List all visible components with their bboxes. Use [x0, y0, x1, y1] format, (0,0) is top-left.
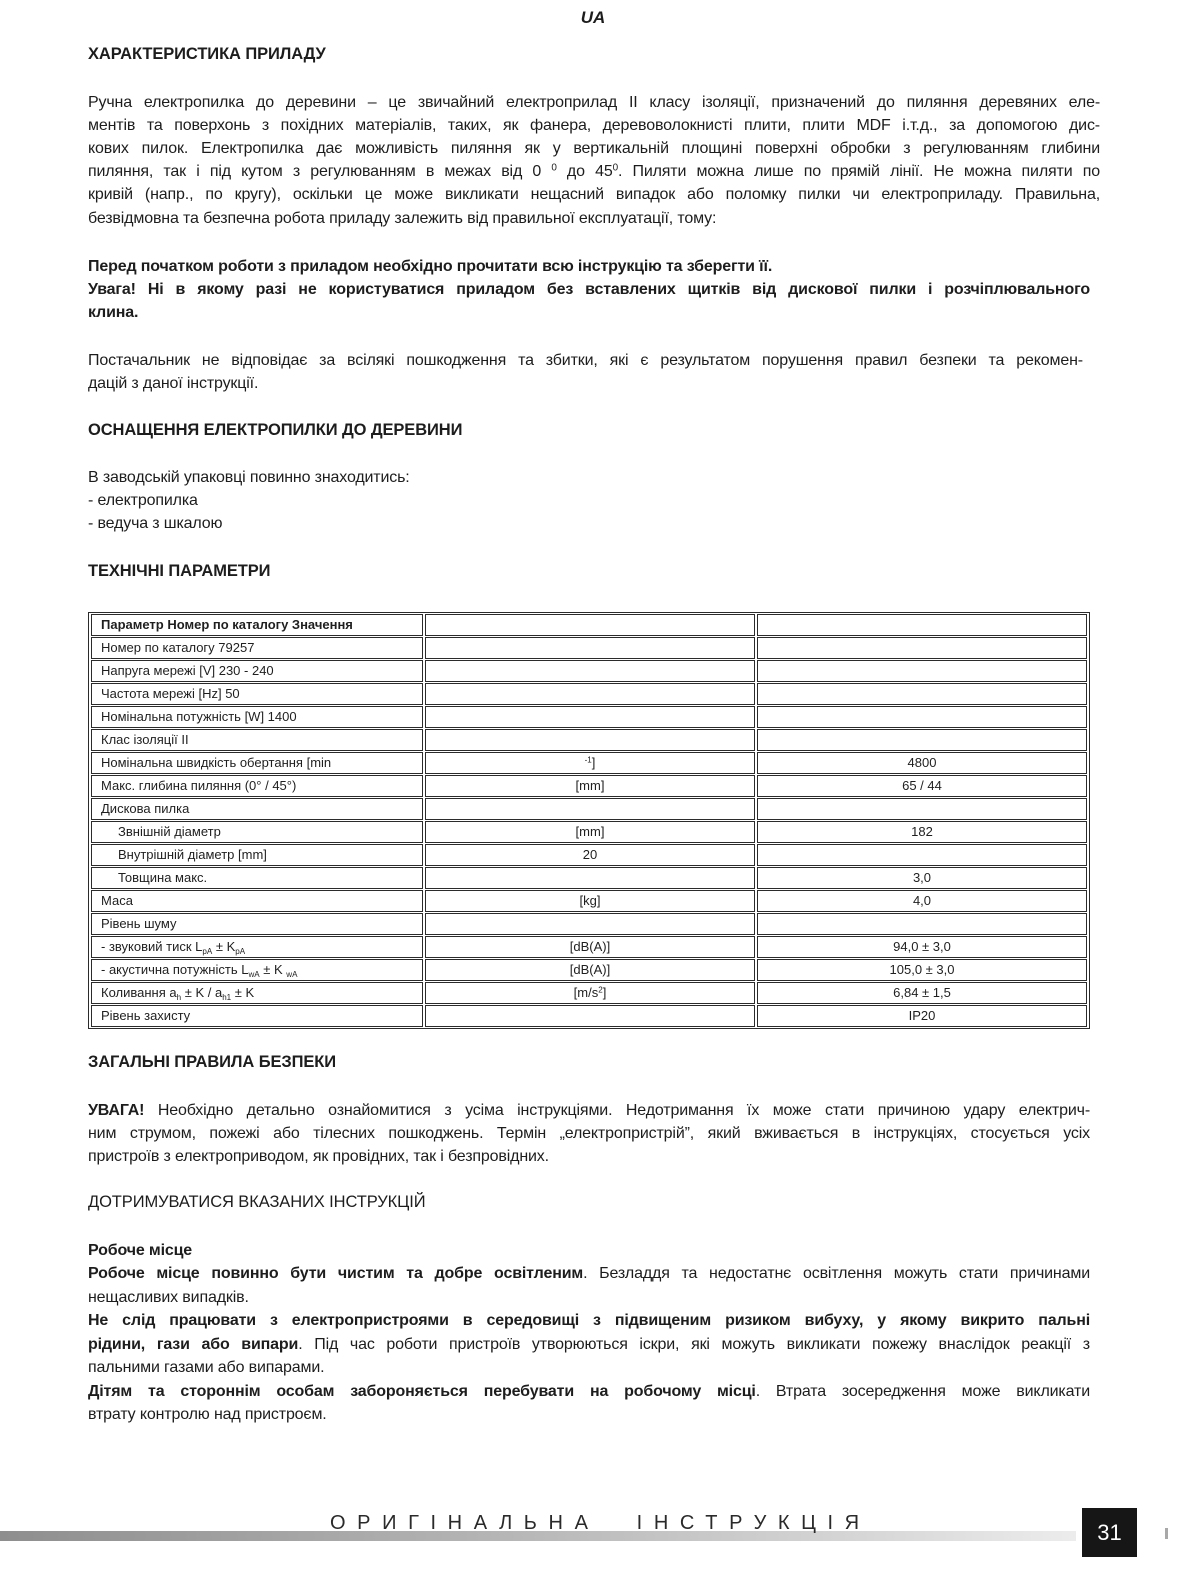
- workplace-rule-line: [88, 1380, 1090, 1404]
- table-row: [91, 706, 1087, 728]
- warning-line: Увага! Ні в якому разі не користуватися приладом без вставлених щитків від дискової пилки і розчіплювального: [88, 280, 1090, 298]
- safety-warning-label: УВАГА!: [88, 1101, 145, 1119]
- table-row: [91, 959, 1087, 981]
- param-cell: Дискова пилка: [91, 798, 423, 820]
- table-row: [91, 821, 1087, 843]
- table-row: [91, 1005, 1087, 1027]
- table-row: [91, 890, 1087, 912]
- intro-line-text: . Пиляти можна лише по прямій лінії. Не можна пиляти по: [617, 163, 1100, 181]
- unit-cell: [mm]: [425, 821, 755, 843]
- intro-line-text: до 45: [556, 163, 613, 181]
- unit-cell: [425, 913, 755, 935]
- value-cell: [757, 798, 1087, 820]
- footer-tick-mark: [1165, 1528, 1168, 1539]
- unit-text: ]: [602, 985, 607, 1000]
- param-text: - акустична потужність L: [101, 962, 249, 977]
- unit-text: ]: [591, 755, 596, 770]
- table-row: [91, 729, 1087, 751]
- param-cell: Товщина макс.: [91, 867, 423, 889]
- disclaimer-line: Постачальник не відповідає за всілякі пошкодження та збитки, які є результатом порушення правил безпеки та рекомен-: [88, 351, 1083, 369]
- param-text: - звуковий тиск L: [101, 939, 203, 954]
- param-cell: [91, 982, 423, 1004]
- unit-cell: [425, 683, 755, 705]
- unit-cell: [425, 729, 755, 751]
- safety-warning-line: ним струмом, пожежі або тілесних пошкоджень. Термін „електропристрій”, який вживається в інструкціях, стосується усіх: [88, 1124, 1090, 1142]
- param-cell: Звнішній діаметр: [91, 821, 423, 843]
- param-text: Коливання a: [101, 985, 177, 1000]
- value-cell: [757, 844, 1087, 866]
- warning-paragraph: [88, 255, 1090, 324]
- intro-line: кривій (напр., по кругу), оскільки це може викликати нещасний випадок або поломку пилки чи електроприладу. Правильна,: [88, 186, 1100, 204]
- value-cell: 65 / 44: [757, 775, 1087, 797]
- unit-superscript: 2: [598, 985, 603, 995]
- workplace-rule-text: . Під час роботи пристроїв утворюються іскри, які можуть викликати пожежу внаслідок реакції з: [298, 1335, 1090, 1353]
- workplace-rule-bold: Дітям та стороннім особам забороняється перебувати на робочому місці: [88, 1382, 756, 1400]
- equipment-item: - ведуча з шкалою: [88, 514, 223, 532]
- unit-cell: [425, 867, 755, 889]
- param-cell: Рівень шуму: [91, 913, 423, 935]
- param-subscript: h: [176, 992, 182, 1002]
- table-row: [91, 683, 1087, 705]
- table-row: [91, 913, 1087, 935]
- intro-line-text: пиляння, так і під кутом з регулюванням в межах від 0: [88, 163, 552, 181]
- equipment-list: [88, 466, 788, 536]
- workplace-rule-bold: рідини, гази або випари: [88, 1335, 299, 1353]
- unit-cell: [425, 752, 755, 774]
- table-row: [91, 752, 1087, 774]
- value-cell: [757, 660, 1087, 682]
- warning-line: клина.: [88, 303, 139, 321]
- value-cell: IP20: [757, 1005, 1087, 1027]
- intro-paragraph: [88, 91, 1100, 230]
- param-text: ± K: [212, 939, 236, 954]
- workplace-section: [88, 1239, 1090, 1427]
- intro-line: безвідмовна та безпечна робота приладу залежить від правильної експлуатації, тому:: [88, 209, 717, 227]
- section-title-safety: ЗАГАЛЬНІ ПРАВИЛА БЕЗПЕКИ: [88, 1052, 336, 1071]
- workplace-rule-line: [88, 1333, 1090, 1357]
- value-cell: [757, 706, 1087, 728]
- value-cell: [757, 683, 1087, 705]
- param-cell: [91, 959, 423, 981]
- workplace-rule-line: нещасливих випадків.: [88, 1288, 249, 1306]
- unit-cell: [425, 706, 755, 728]
- intro-line: [88, 160, 1100, 183]
- table-row: [91, 867, 1087, 889]
- unit-cell: [dB(A)]: [425, 959, 755, 981]
- param-subscript: pA: [235, 946, 246, 956]
- workplace-heading: Робоче місце: [88, 1241, 193, 1259]
- unit-cell: 20: [425, 844, 755, 866]
- footer-label: ОРИГІНАЛЬНА ІНСТРУКЦІЯ: [330, 1512, 871, 1534]
- unit-cell: [mm]: [425, 775, 755, 797]
- workplace-rule-line: [88, 1262, 1090, 1286]
- param-text: ± K: [231, 985, 255, 1000]
- param-subscript: wA: [286, 969, 298, 979]
- workplace-rule-text: . Втрата зосередження може викликати: [755, 1382, 1090, 1400]
- table-row: [91, 637, 1087, 659]
- intro-line: кових пилок. Електропилка дає можливість пиляння як у вертикальній площині поверхні обробки з регулюванням глибини: [88, 139, 1100, 157]
- unit-cell: [425, 982, 755, 1004]
- disclaimer-line: дацій з даної інструкції.: [88, 374, 259, 392]
- param-text: ± K: [259, 962, 287, 977]
- unit-cell: [425, 660, 755, 682]
- unit-text: [m/s: [573, 985, 599, 1000]
- param-cell: Рівень захисту: [91, 1005, 423, 1027]
- table-row: [91, 614, 1087, 636]
- value-cell: [757, 637, 1087, 659]
- param-cell: Макс. глибина пиляння (0° / 45°): [91, 775, 423, 797]
- section-title-technical: ТЕХНІЧНІ ПАРАМЕТРИ: [88, 561, 271, 580]
- unit-superscript: -1: [584, 755, 592, 765]
- unit-cell: [425, 614, 755, 636]
- unit-cell: [425, 798, 755, 820]
- param-cell: Маса: [91, 890, 423, 912]
- param-text: ± K / a: [181, 985, 223, 1000]
- equipment-intro: В заводській упаковці повинно знаходитись:: [88, 468, 410, 486]
- value-cell: [757, 729, 1087, 751]
- table-row: [91, 982, 1087, 1004]
- safety-warning-line: пристроїв з електроприводом, як провідних, так і безпровідних.: [88, 1147, 549, 1165]
- unit-cell: [425, 1005, 755, 1027]
- param-subscript: wA: [248, 969, 260, 979]
- param-subscript: pA: [202, 946, 213, 956]
- follow-instructions-heading: ДОТРИМУВАТИСЯ ВКАЗАНИХ ІНСТРУКЦІЙ: [88, 1192, 426, 1211]
- param-cell: Внутрішній діаметр [mm]: [91, 844, 423, 866]
- value-cell: 4,0: [757, 890, 1087, 912]
- value-cell: [757, 614, 1087, 636]
- intro-line: Ручна електропилка до деревини – це звичайний електроприлад ІІ класу ізоляції, призначений до пиляння деревяних еле-: [88, 93, 1100, 111]
- language-label: UA: [580, 8, 606, 27]
- value-cell: 6,84 ± 1,5: [757, 982, 1087, 1004]
- intro-line: ментів та поверхонь з похідних матеріалів, таких, як фанера, деревоволокнисті плити, плити MDF і.т.д., за допомогою дис-: [88, 116, 1100, 134]
- safety-warning-line: [88, 1099, 1090, 1122]
- value-cell: 3,0: [757, 867, 1087, 889]
- section-title-equipment: ОСНАЩЕННЯ ЕЛЕКТРОПИЛКИ ДО ДЕРЕВИНИ: [88, 420, 463, 439]
- param-cell: [91, 936, 423, 958]
- workplace-rule-line: втрату контролю над пристроєм.: [88, 1406, 327, 1423]
- param-subscript: h1: [222, 992, 232, 1002]
- table-row: [91, 775, 1087, 797]
- table-row: [91, 844, 1087, 866]
- value-cell: [757, 913, 1087, 935]
- param-cell: Параметр Номер по каталогу Значення: [91, 614, 423, 636]
- safety-warning-paragraph: [88, 1099, 1090, 1169]
- unit-cell: [kg]: [425, 890, 755, 912]
- page-number: 31: [1082, 1508, 1137, 1557]
- param-cell: Номінальна потужність [W] 1400: [91, 706, 423, 728]
- workplace-rule-bold: Робоче місце повинно бути чистим та добре освітленим: [88, 1265, 584, 1282]
- value-cell: 4800: [757, 752, 1087, 774]
- table-row: [91, 936, 1087, 958]
- param-cell: Частота мережі [Hz] 50: [91, 683, 423, 705]
- degree-superscript: 0: [612, 162, 618, 174]
- spec-table: [88, 612, 1090, 1029]
- param-cell: Клас ізоляції II: [91, 729, 423, 751]
- workplace-rule-line: Не слід працювати з електропристроями в середовищі з підвищеним ризиком вибуху, у якому викрито пальні: [88, 1312, 1090, 1329]
- param-cell: Напруга мережі [V] 230 - 240: [91, 660, 423, 682]
- equipment-item: - електропилка: [88, 491, 198, 509]
- table-row: [91, 660, 1087, 682]
- warning-line: Перед початком роботи з приладом необхідно прочитати всю інструкцію та зберегти її.: [88, 257, 773, 275]
- param-cell: Номінальна швидкість обертання [min: [91, 752, 423, 774]
- section-title-characteristics: ХАРАКТЕРИСТИКА ПРИЛАДУ: [88, 45, 326, 63]
- safety-warning-text: Необхідно детально ознайомитися з усіма інструкціями. Недотримання їх може стати причиною удару електрич-: [144, 1101, 1090, 1119]
- value-cell: 105,0 ± 3,0: [757, 959, 1087, 981]
- table-row: [91, 798, 1087, 820]
- disclaimer-paragraph: [88, 349, 1083, 395]
- workplace-rule-line: пальними газами або випарами.: [88, 1359, 325, 1376]
- unit-cell: [dB(A)]: [425, 936, 755, 958]
- param-cell: Номер по каталогу 79257: [91, 637, 423, 659]
- unit-cell: [425, 637, 755, 659]
- value-cell: 182: [757, 821, 1087, 843]
- degree-superscript: 0: [551, 162, 557, 174]
- value-cell: 94,0 ± 3,0: [757, 936, 1087, 958]
- workplace-rule-text: . Безладдя та недостатнє освітлення можуть стати причинами: [583, 1265, 1090, 1282]
